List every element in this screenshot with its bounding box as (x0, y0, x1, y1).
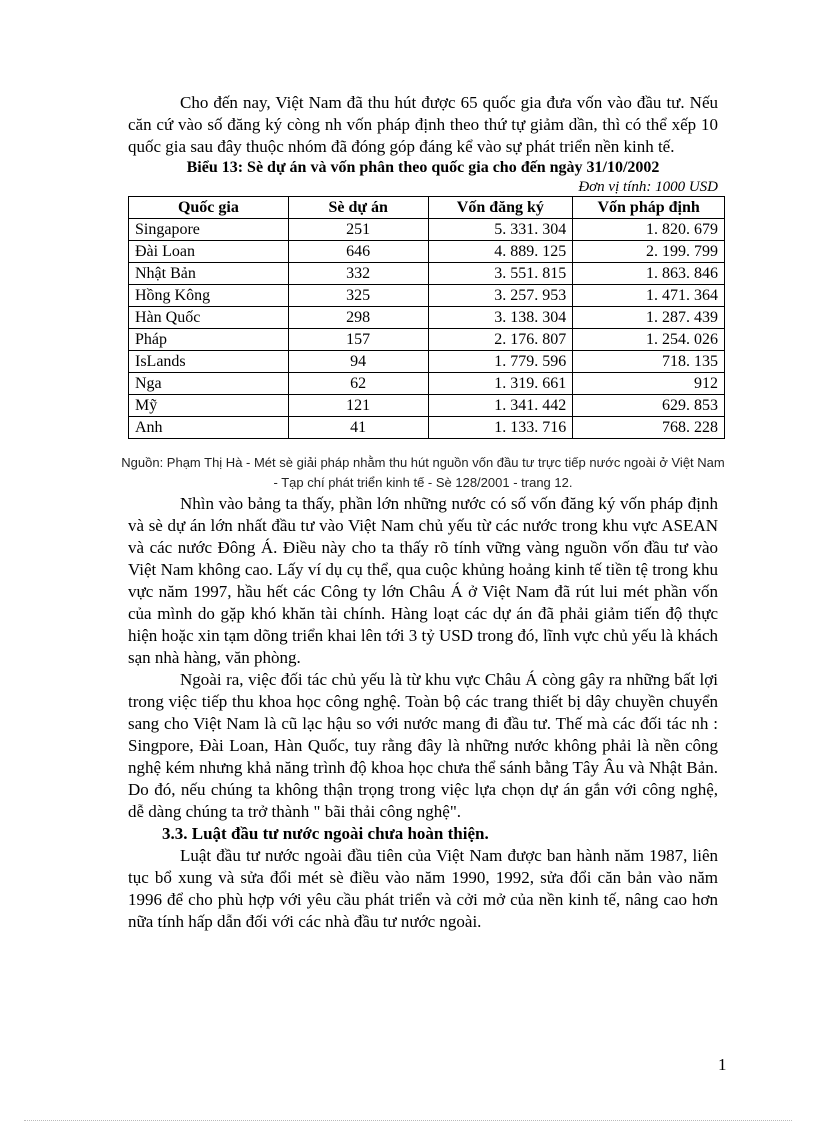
cell-projects: 157 (288, 329, 428, 351)
page-number: 1 (718, 1055, 727, 1074)
header-projects: Sè dự án (288, 197, 428, 219)
cell-legal: 1. 820. 679 (573, 219, 725, 241)
cell-registered: 1. 341. 442 (428, 395, 573, 417)
table-row (129, 373, 725, 395)
table-row (129, 395, 725, 417)
cell-registered: 5. 331. 304 (428, 219, 573, 241)
cell-projects: 325 (288, 285, 428, 307)
cell-country: Nga (129, 373, 289, 395)
table-row (129, 417, 725, 439)
cell-legal: 718. 135 (573, 351, 725, 373)
cell-country: IsLands (129, 351, 289, 373)
cell-projects: 646 (288, 241, 428, 263)
cell-legal: 912 (573, 373, 725, 395)
cell-country: Pháp (129, 329, 289, 351)
cell-projects: 94 (288, 351, 428, 373)
cell-legal: 768. 228 (573, 417, 725, 439)
header-registered-capital: Vốn đăng ký (428, 197, 573, 219)
table-unit: Đơn vị tính: 1000 USD (578, 179, 718, 195)
source-note: Nguồn: Phạm Thị Hà - Mét sè giải pháp nhằm thu hút nguồn vốn đầu tư trực tiếp nước ngoài ở Việt Nam - Tạp chí phát triển kinh tế - Sè 128/2001 - trang 12. (121, 455, 725, 490)
cell-projects: 251 (288, 219, 428, 241)
cell-country: Đài Loan (129, 241, 289, 263)
cell-legal: 1. 287. 439 (573, 307, 725, 329)
cell-country: Mỹ (129, 395, 289, 417)
cell-legal: 2. 199. 799 (573, 241, 725, 263)
cell-country: Singapore (129, 219, 289, 241)
table-row (129, 329, 725, 351)
cell-country: Anh (129, 417, 289, 439)
cell-registered: 3. 257. 953 (428, 285, 573, 307)
table-row (129, 219, 725, 241)
cell-registered: 1. 779. 596 (428, 351, 573, 373)
table-caption: Biểu 13: Sè dự án và vốn phân theo quốc gia cho đến ngày 31/10/2002 (186, 159, 660, 176)
investment-table (128, 196, 725, 439)
cell-legal: 1. 254. 026 (573, 329, 725, 351)
header-legal-capital: Vốn pháp định (573, 197, 725, 219)
cell-registered: 1. 319. 661 (428, 373, 573, 395)
cell-registered: 2. 176. 807 (428, 329, 573, 351)
intro-paragraph: Cho đến nay, Việt Nam đã thu hút được 65 quốc gia đưa vốn vào đầu tư. Nếu căn cứ vào số đăng ký còng nh vốn pháp định theo thứ tự giảm dần, thì có thể xếp 10 quốc gia sau đây thuộc nhóm đã đóng góp đáng kể vào sự phát triển nền kinh tế. (128, 93, 718, 156)
paragraph-technology: Ngoài ra, việc đối tác chủ yếu là từ khu vực Châu Á còng gây ra những bất lợi trong việc tiếp thu khoa học công nghệ. Toàn bộ các trang thiết bị dây chuyền chuyển sang cho Việt Nam là cũ lạc hậu so với nước mang đi đầu tư. Thế mà các đối tác nh : Singpore, Đài Loan, Hàn Quốc, tuy rằng đây là những nước không phải là nền công nghệ kém nhưng khả năng trình độ khoa học chưa thể sánh bằng Tây Âu và Nhật Bản. Do đó, nếu chúng ta không thận trọng trong việc lựa chọn dự án gắn với công nghệ, dễ dàng chúng ta trở thành " bãi thải công nghệ". (128, 670, 718, 821)
document-page (121, 92, 725, 933)
cell-projects: 121 (288, 395, 428, 417)
header-country: Quốc gia (129, 197, 289, 219)
cell-projects: 332 (288, 263, 428, 285)
cell-projects: 62 (288, 373, 428, 395)
table-row (129, 241, 725, 263)
cell-country: Nhật Bản (129, 263, 289, 285)
cell-registered: 1. 133. 716 (428, 417, 573, 439)
table-header-row (129, 197, 725, 219)
cell-legal: 1. 863. 846 (573, 263, 725, 285)
table-row (129, 263, 725, 285)
cell-projects: 41 (288, 417, 428, 439)
cell-registered: 4. 889. 125 (428, 241, 573, 263)
table-row (129, 307, 725, 329)
table-row (129, 351, 725, 373)
cell-legal: 1. 471. 364 (573, 285, 725, 307)
cell-country: Hồng Kông (129, 285, 289, 307)
cell-legal: 629. 853 (573, 395, 725, 417)
paragraph-investment-law: Luật đầu tư nước ngoài đầu tiên của Việt Nam được ban hành năm 1987, liên tục bổ xung và sửa đổi mét sè điều vào năm 1990, 1992, sửa đổi căn bản vào năm 1996 để cho phù hợp với yêu cầu phát triển và cởi mở của nền kinh tế, nâng cao hơn nữa tính hấp dẫn đối với các nhà đầu tư nước ngoài. (128, 846, 718, 931)
section-heading: 3.3. Luật đầu tư nước ngoài chưa hoàn thiện. (162, 824, 489, 843)
paragraph-asean-analysis: Nhìn vào bảng ta thấy, phần lớn những nước có số vốn đăng ký vốn pháp định và sè dự án lớn nhất đầu tư vào Việt Nam chủ yếu từ các nước trong khu vực ASEAN và các nước Đông Á. Điều này cho ta thấy rõ tính vững vàng nguồn vốn đầu tư vào Việt Nam không cao. Lấy ví dụ cụ thể, qua cuộc khủng hoảng kinh tế tiền tệ trong khu vực năm 1997, hầu hết các Công ty lớn Châu Á ở Việt Nam đã rút lui mét phần vốn của mình do gặp khó khăn tài chính. Hàng loạt các dự án đã phải giảm tiến độ thực hiện hoặc xin tạm dõng triển khai lên tới 3 tỷ USD trong đó, lĩnh vực chủ yếu là khách sạn nhà hàng, văn phòng. (128, 494, 718, 667)
cell-registered: 3. 551. 815 (428, 263, 573, 285)
table-row (129, 285, 725, 307)
footer-divider (24, 1120, 792, 1121)
cell-country: Hàn Quốc (129, 307, 289, 329)
cell-projects: 298 (288, 307, 428, 329)
cell-registered: 3. 138. 304 (428, 307, 573, 329)
